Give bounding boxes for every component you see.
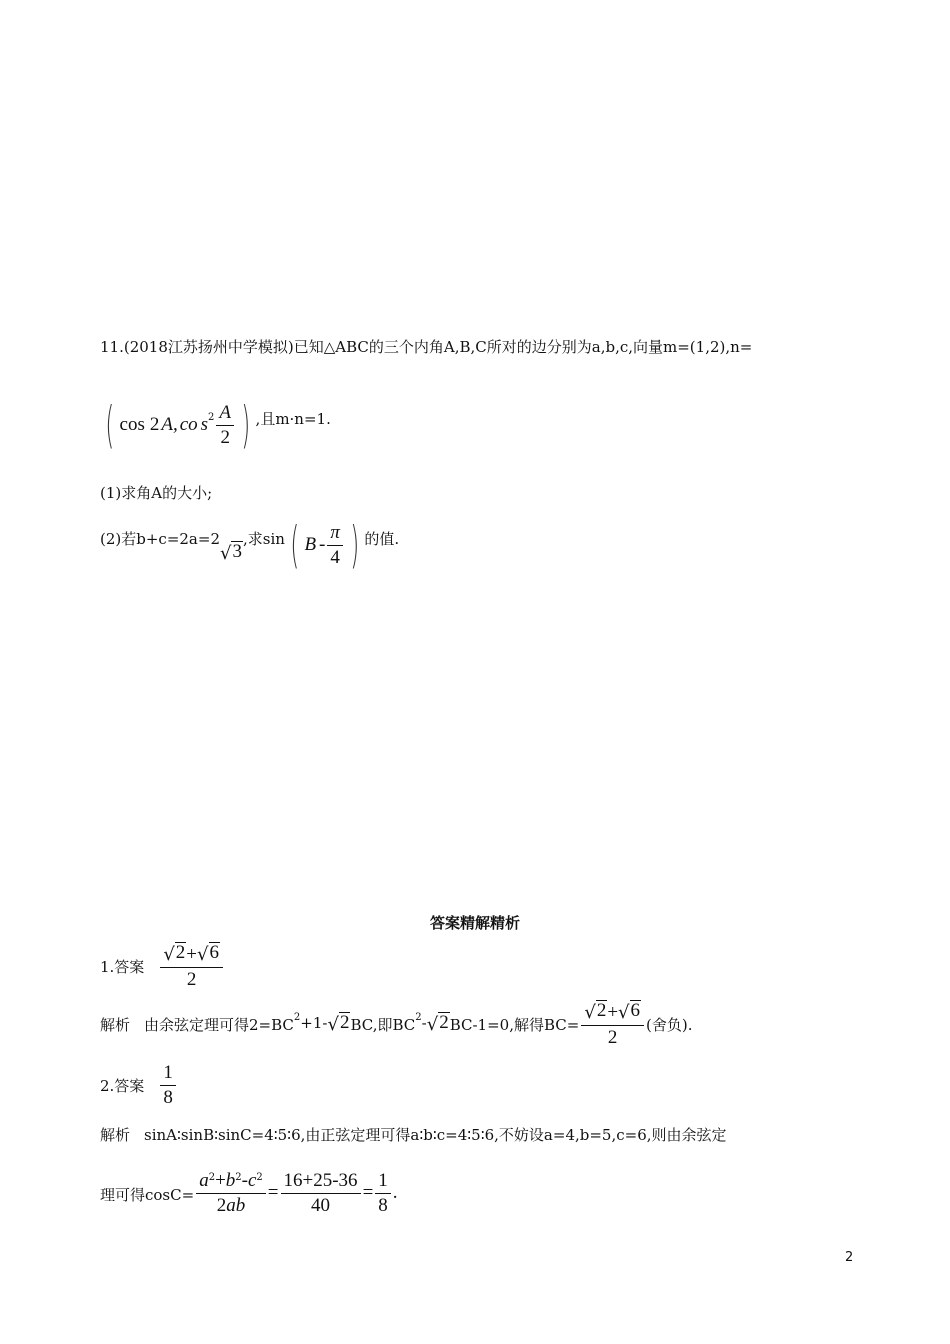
- answer-2-exp-text1: sinA∶sinB∶sinC=4∶5∶6,由正弦定理可得a∶b∶c=4∶5∶6,不妨设a=4,b=5,c=6,则由余弦定: [144, 1126, 727, 1144]
- pi-num: π: [327, 522, 343, 546]
- result-fraction: [375, 1170, 391, 1217]
- sqrt-2: √ 2: [163, 942, 186, 965]
- answer-1-fraction: [160, 942, 223, 991]
- f1-c: c: [247, 1170, 257, 1191]
- f1-den-2: 2: [216, 1194, 227, 1216]
- f1-b: b: [225, 1170, 236, 1191]
- exp1-text2: +1-: [300, 1014, 328, 1032]
- period: .: [392, 1182, 398, 1204]
- answer-1: [100, 942, 225, 991]
- q11-line1: [100, 336, 752, 357]
- answer-2-exp-text2: 理可得cosC=: [100, 1186, 195, 1204]
- page-number: 2: [845, 1250, 854, 1265]
- answer-2: [100, 1062, 178, 1109]
- vec-co: co: [179, 414, 198, 435]
- exp1-frac-num: [581, 1000, 644, 1026]
- answer-2-fraction: [160, 1062, 176, 1109]
- exp1-sqrt2: √ 2: [426, 1012, 449, 1035]
- explanation-label-2: 解析: [100, 1126, 131, 1144]
- exp1-sqrt1-radicand: 2: [339, 1012, 350, 1033]
- vec-sup: 2: [208, 412, 215, 423]
- exp1-sqrt2-radicand: 2: [439, 1012, 449, 1033]
- vec-fraction: [216, 402, 234, 449]
- answers-heading: 答案精解精析: [429, 914, 520, 932]
- q11-part2-tail: 的值.: [364, 530, 400, 548]
- f1-sup1: 2: [208, 1172, 216, 1183]
- exp1-frac-plus: +: [607, 1001, 619, 1023]
- vec-comma: ,: [172, 414, 178, 435]
- f3-den: 8: [378, 1194, 388, 1216]
- answer-1-explanation: [100, 1000, 693, 1049]
- q11-part2-mid: ,求sin: [242, 530, 285, 548]
- f1-den-ab: ab: [226, 1194, 246, 1216]
- cos-formula-den: [214, 1194, 249, 1217]
- vec-A: A: [161, 414, 173, 435]
- q11-part1-text: (1)求角A的大小;: [100, 484, 213, 502]
- exp1-sup1: 2: [293, 1012, 301, 1023]
- q11-part2-pre: (2)若b+c=2a=2: [100, 530, 220, 548]
- vec-s: s: [200, 414, 209, 435]
- part2-minus: -: [319, 534, 326, 555]
- left-paren: (: [105, 396, 115, 454]
- exp1-text1: 由余弦定理可得2=BC: [144, 1016, 294, 1034]
- answer-1-num: [160, 942, 223, 968]
- exp1-frac-sqrt-2-radicand: 2: [596, 1000, 607, 1021]
- answer-2-explanation-line2: [100, 1170, 398, 1217]
- exp1-frac-sqrt-6: √ 6: [618, 1000, 641, 1023]
- part2-B: B: [304, 534, 317, 555]
- equals-2: =: [362, 1182, 374, 1204]
- pi-over-4: [327, 522, 343, 569]
- f3-num: 1: [375, 1170, 391, 1194]
- exp1-text3: BC,即BC: [350, 1016, 416, 1034]
- exp1-frac-sqrt-6-radicand: 6: [630, 1000, 641, 1021]
- q11-vector-line: [100, 396, 331, 454]
- sqrt-6: √ 6: [197, 942, 219, 965]
- answer-2-den: 8: [163, 1086, 173, 1108]
- f1-sup2: 2: [235, 1172, 242, 1183]
- answer-1-label: 1.答案: [100, 957, 145, 976]
- pi-den: 4: [330, 546, 340, 568]
- vec-cos: cos: [119, 414, 145, 435]
- exp1-frac-den: 2: [607, 1026, 618, 1048]
- explanation-label: 解析: [100, 1016, 131, 1034]
- vec-frac-den: 2: [220, 426, 230, 448]
- exp1-sup2: 2: [415, 1012, 422, 1023]
- f1-a: a: [199, 1170, 209, 1191]
- f1-sup3: 2: [256, 1172, 263, 1183]
- exp1-text4: -: [421, 1014, 427, 1032]
- sqrt-3: √ 3: [220, 541, 242, 564]
- exp1-frac-sqrt-2: √ 2: [584, 1000, 607, 1023]
- left-paren-2: (: [290, 516, 300, 574]
- exp1-fraction: [581, 1000, 644, 1049]
- sqrt-6-radicand: 6: [209, 942, 219, 963]
- f1-plus: +: [215, 1170, 226, 1191]
- q11-condition: ,且m·n=1.: [255, 410, 331, 428]
- f2-den: 40: [311, 1194, 331, 1216]
- answer-2-num: 1: [160, 1062, 176, 1086]
- plus: +: [186, 943, 198, 965]
- right-paren-2: ): [350, 516, 360, 574]
- exp1-sqrt1: √ 2: [327, 1012, 350, 1035]
- sqrt-3-radicand: 3: [232, 541, 242, 563]
- q11-part1: [100, 482, 212, 503]
- equals-1: =: [267, 1182, 279, 1204]
- cos-formula-fraction: [196, 1170, 266, 1217]
- right-paren: ): [241, 396, 251, 454]
- answer-1-den: 2: [186, 968, 197, 990]
- q11-part2: [100, 516, 400, 574]
- exp1-text5: BC-1=0,解得BC=: [449, 1016, 580, 1034]
- sqrt-2-radicand: 2: [175, 942, 186, 963]
- q11-stem: 11.(2018江苏扬州中学模拟)已知△ABC的三个内角A,B,C所对的边分别为a,b,c,向量m=(1,2),n=: [100, 338, 753, 356]
- exp1-text6: (舍负).: [646, 1016, 693, 1034]
- cos-formula-num: [196, 1170, 266, 1194]
- vec-2: 2: [149, 414, 160, 435]
- f2-num: 16+25-36: [281, 1170, 361, 1194]
- f1-minus: -: [241, 1170, 248, 1191]
- numeric-fraction: [281, 1170, 361, 1217]
- answer-2-explanation-line1: [100, 1124, 727, 1145]
- vec-frac-num: A: [216, 402, 234, 426]
- answer-2-label: 2.答案: [100, 1076, 145, 1095]
